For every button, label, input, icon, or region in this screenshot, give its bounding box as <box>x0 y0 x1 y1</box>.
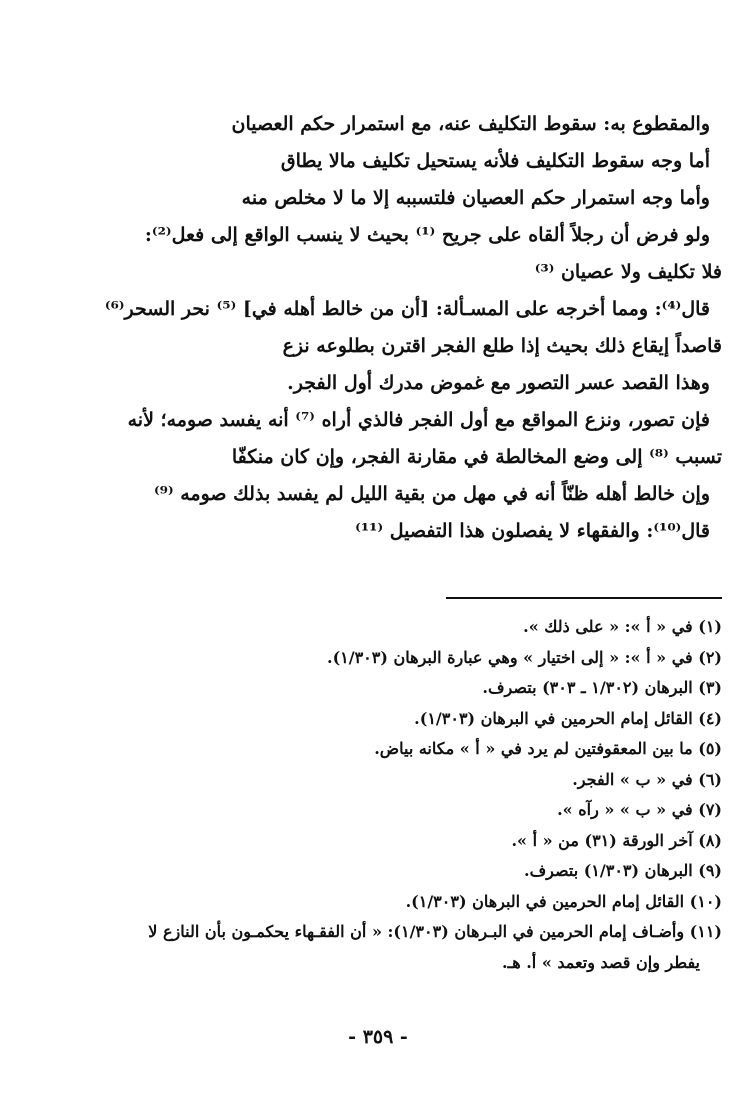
footnote: (٨) آخر الورقة (٣١) من « أ ». <box>511 830 722 850</box>
footnote: (١٠) القائل إمام الحرمين في البرهان (١/٣٠٣). <box>405 891 722 911</box>
footnote: (٩) البرهان (١/٣٠٣) بتصرف. <box>524 861 722 880</box>
footnote: (٢) في « أ »: « إلى اختيار » وهي عبارة البرهان (١/٣٠٣). <box>327 647 722 667</box>
text-line: أما وجه سقوط التكليف فلأنه يستحيل تكليف مالا يطاق <box>280 150 710 172</box>
footnote-separator <box>446 597 722 599</box>
text-line: وهذا القصد عسر التصور مع غموض مدرك أول الفجر. <box>287 372 710 394</box>
text-line: قاصداً إيقاع ذلك بحيث إذا طلع الفجر اقترن بطلوعه نزع <box>282 335 722 357</box>
text-line: والمقطوع به: سقوط التكليف عنه، مع استمرار حكم العصيان <box>231 113 710 135</box>
footnote: (٧) في « ب » « رآه ». <box>557 800 722 819</box>
footnotes <box>54 612 722 978</box>
footnote: (١١) وأضـاف إمام الحرمين في البـرهان (١/٣٠٣): « أن الفقـهاء يحكمـون بأن النازع لا <box>148 922 722 941</box>
text-line: وأما وجه استمرار حكم العصيان فلتسببه إلا ما لا مخلص منه <box>241 187 710 209</box>
text-line: قال⁽¹⁰⁾: والفقهاء لا يفصلون هذا التفصيل ⁽¹¹⁾ <box>355 520 710 542</box>
text-line: فلا تكليف ولا عصيان ⁽³⁾ <box>534 261 722 283</box>
text-line: تسبب ⁽⁸⁾ إلى وضع المخالطة في مقارنة الفجر، وإن كان منكفّا <box>231 446 722 468</box>
footnote-continuation: يفطر وإن قصد وتعمد » أ. هـ. <box>501 952 700 972</box>
text-line: فإن تصور، ونزع المواقع مع أول الفجر فالذي أراه ⁽⁷⁾ أنه يفسد صومه؛ لأنه <box>127 409 710 431</box>
footnote: (٥) ما بين المعقوفتين لم يرد في « أ » مكانه بياض. <box>374 739 722 758</box>
text-line: وإن خالط أهله ظنّاً أنه في مهل من بقية الليل لم يفسد بذلك صومه ⁽⁹⁾ <box>153 483 710 505</box>
text-line: ولو فرض أن رجلاً ألقاه على جريح ⁽¹⁾ بحيث لا ينسب الواقع إلى فعل⁽²⁾: <box>144 224 710 246</box>
footnote: (١) في « أ »: « على ذلك ». <box>523 617 722 636</box>
footnote: (٤) القائل إمام الحرمين في البرهان (١/٣٠٣). <box>414 708 722 728</box>
page-number: - ٣٥٩ - <box>348 1026 408 1048</box>
main-text <box>90 106 722 550</box>
text-line: قال⁽⁴⁾: ومما أخرجه على المسـألة: [أن من خالط أهله في] ⁽⁵⁾ نحر السحر⁽⁶⁾ <box>104 298 710 320</box>
footnote: (٣) البرهان (١/٣٠٢ ـ ٣٠٣) بتصرف. <box>482 678 722 697</box>
footnote: (٦) في « ب » الفجر. <box>572 769 722 789</box>
